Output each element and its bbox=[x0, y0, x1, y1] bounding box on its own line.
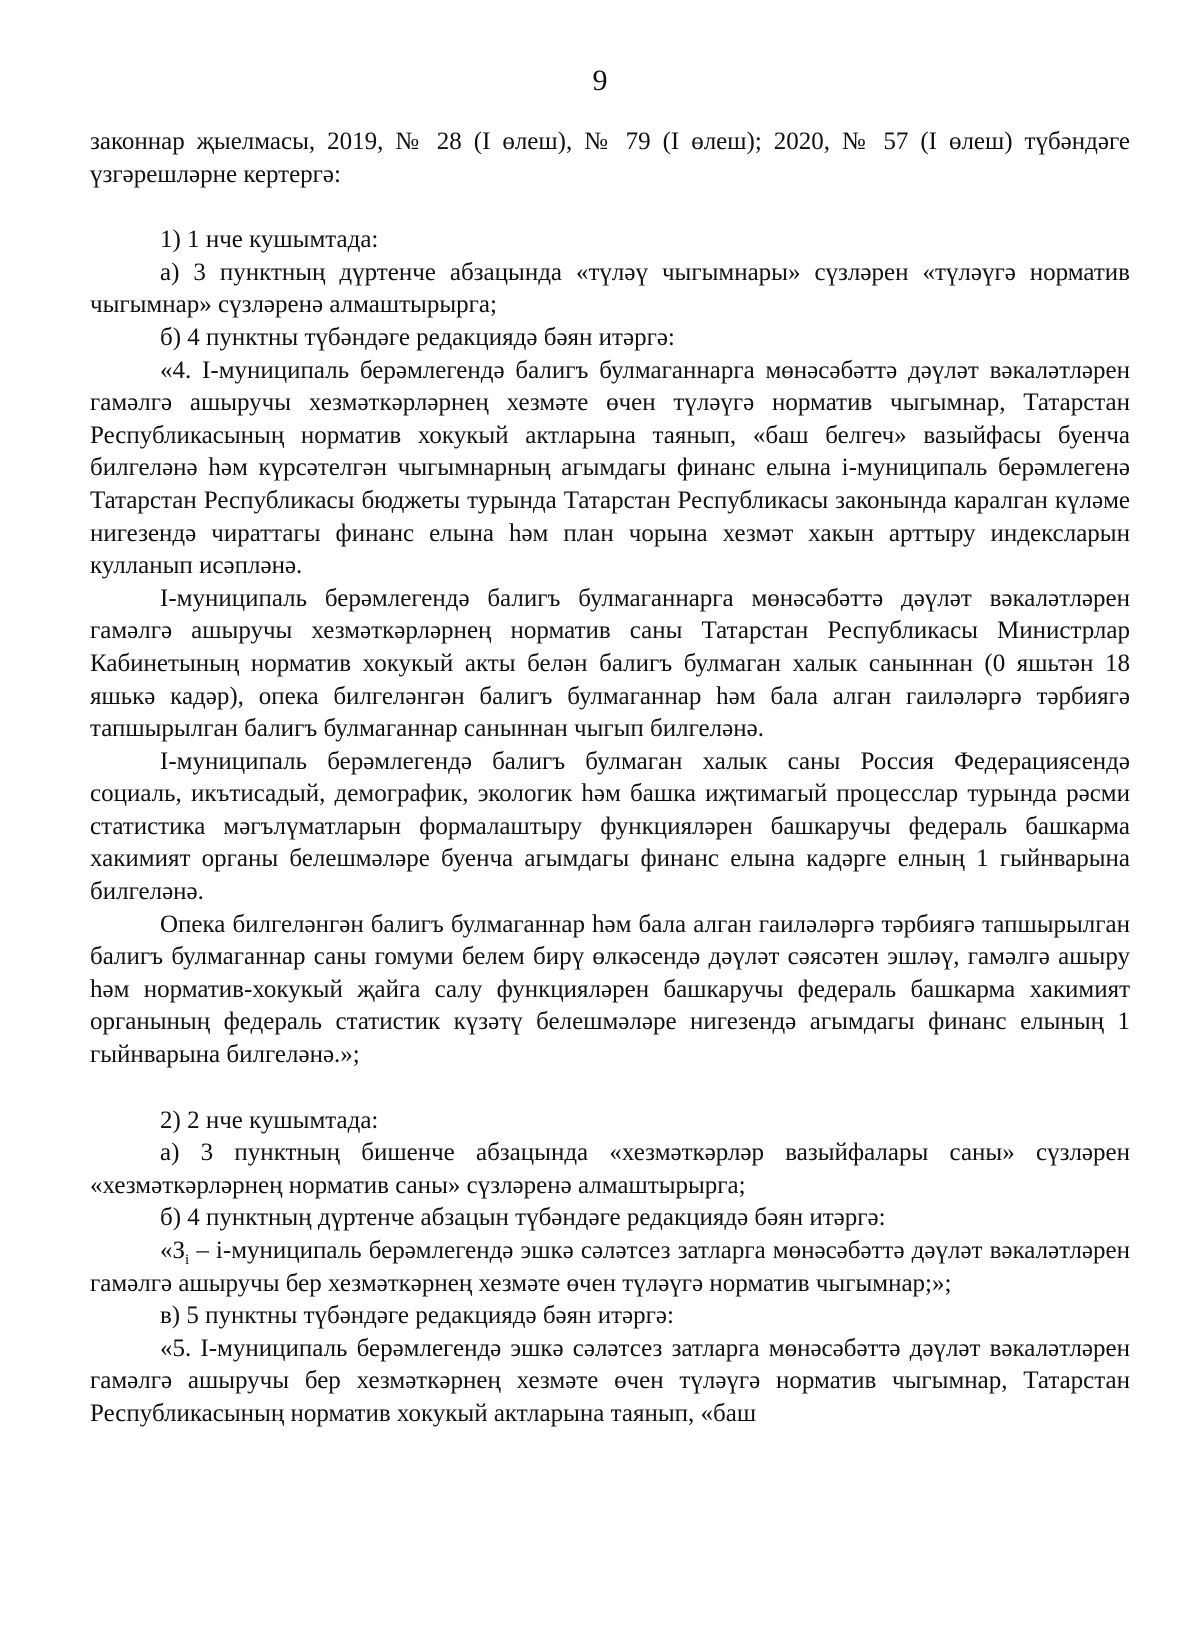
quoted-paragraph-5: «5. I-муниципаль берәмлегендә эшкә сәләтсез затларга мөнәсәбәттә дәүләт вәкаләтләрен гамәлгә ашыручы бер хезмәткәрнең хезмәте өчен түләүгә норматив чыгымнар, Татарстан Республикасының норматив хокукый актларына таянып, «баш bbox=[90, 1334, 1130, 1427]
sub-item-b-2: б) 4 пунктның дүртенче абзацын түбәндәге редакциядә бәян итәргә: bbox=[160, 1204, 886, 1232]
paragraph-intro: законнар җыелмасы, 2019, № 28 (I өлеш), № 79 (I өлеш); 2020, № 57 (I өлеш) түбәндәге үзгәрешләрне кертергә: bbox=[90, 128, 1130, 188]
paragraph-norm-count: I-муниципаль берәмлегендә балигъ булмаганнарга мөнәсәбәттә дәүләт вәкаләтләрен гамәлгә ашыручы хезмәткәрләрнең норматив саны Татарстан Республикасы Министрлар Кабинетының норматив хокукый акты белән балигъ булмаган халык саныннан (0 яшьтән 18 яшькә кадәр), опека билгеләнгән балигъ булмаганнар һәм бала алган гаиләләргә тәрбиягә тапшырылган балигъ булмаганнар саныннан чыгып билгеләнә. bbox=[90, 584, 1130, 743]
sub-item-a: а) 3 пунктның дүртенче абзацында «түләү чыгымнары» сүзләрен «түләүгә норматив чыгымнар» сүзләренә алмаштырырга; bbox=[90, 258, 1130, 319]
document-body bbox=[90, 126, 1130, 1431]
sub-item-v: в) 5 пунктны түбәндәге редакциядә бәян итәргә: bbox=[160, 1302, 674, 1330]
list-item-appendix-1: 1) 1 нче кушымтада: bbox=[160, 226, 379, 254]
formula-subscript: i bbox=[185, 1252, 190, 1268]
sub-item-b: б) 4 пунктны түбәндәге редакциядә бәян итәргә: bbox=[160, 323, 675, 351]
paragraph-population: I-муниципаль берәмлегендә балигъ булмаган халык саны Россия Федерациясендә социаль, икътисадый, демографик, экологик һәм башка иҗтимагый процесслар турында рәсми статистика мәгълүматларын формалаштыру функцияләрен башкаручы федераль башкарма хакимият органы белешмәләре буенча агымдагы финанс елына кадәрге елның 1 гыйнварына билгеләнә. bbox=[90, 747, 1130, 906]
formula-text: – i-муниципаль берәмлегендә эшкә сәләтсез затларга мөнәсәбәттә дәүләт вәкаләтләрен гамәлгә ашыручы бер хезмәткәрнең хезмәте өчен түләүгә норматив чыгымнар;»; bbox=[90, 1237, 1130, 1297]
formula-symbol: «З bbox=[160, 1237, 186, 1264]
quoted-paragraph-4: «4. I-муниципаль берәмлегендә балигъ булмаганнарга мөнәсәбәттә дәүләт вәкаләтләрен гамәлгә ашыручы хезмәткәрләрнең хезмәте өчен түләүгә норматив чыгымнар, Татарстан Республикасының норматив хокукый актларына таянып, «баш белгеч» вазыйфасы буенча билгеләнә һәм күрсәтелгән чыгымнарның агымдагы финанс елына i-муниципаль берәмлегенә Татарстан Республикасы бюджеты турында Татарстан Республикасы законында каралган күләме нигезендә чираттагы финанс елына һәм план чорына хезмәт хакын арттыру индексларын кулланып исәпләнә. bbox=[90, 356, 1130, 580]
page-number: 9 bbox=[592, 64, 608, 97]
formula-definition bbox=[90, 1235, 1130, 1300]
sub-item-a-2: а) 3 пунктның бишенче абзацында «хезмәткәрләр вазыйфалары саны» сүзләрен «хезмәткәрләрнең норматив саны» сүзләренә алмаштырырга; bbox=[90, 1139, 1130, 1199]
list-item-appendix-2: 2) 2 нче кушымтада: bbox=[160, 1106, 379, 1134]
paragraph-guardianship: Опека билгеләнгән балигъ булмаганнар һәм бала алган гаиләләргә тәрбиягә тапшырылган балигъ булмаганнар саны гомуми белем бирү өлкәсендә дәүләт сәясәтен эшләү, гамәлгә ашыру һәм норматив-хокукый җайга салу функцияләрен башкаручы федераль башкарма хакимият органының федераль статистик күзәтү белешмәләре нигезендә агымдагы финанс елының 1 гыйнварына билгеләнә.»; bbox=[90, 910, 1130, 1069]
